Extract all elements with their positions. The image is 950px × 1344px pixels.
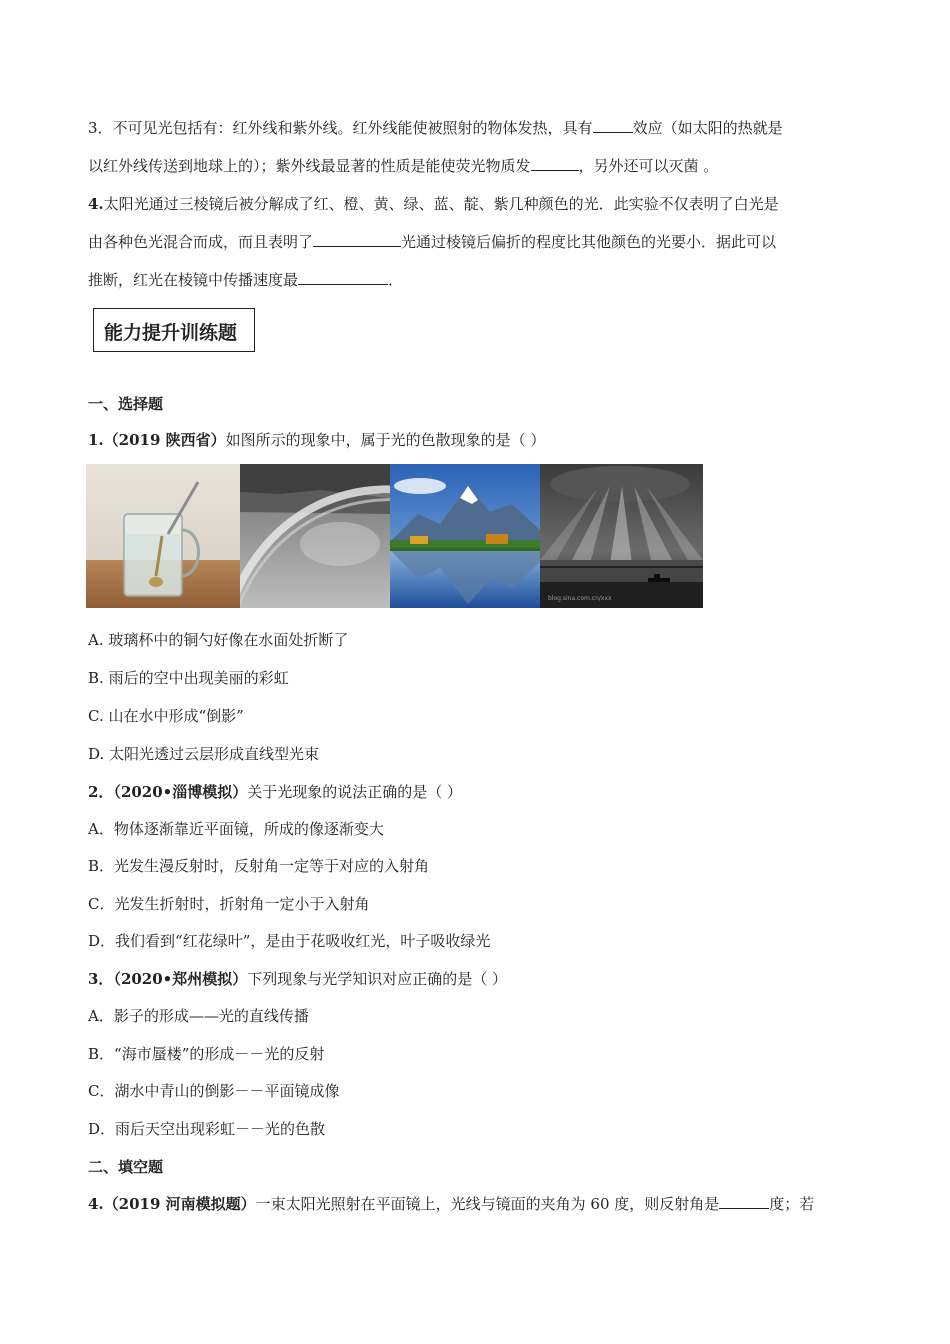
intro-q3-text: 效应（如太阳的热就是 <box>632 119 783 137</box>
question-stem: 如图所示的现象中，属于光的色散现象的是（ ） <box>225 431 546 449</box>
question-number: 4. <box>88 195 104 213</box>
intro-q3-text: 以红外线传送到地球上的）；紫外线最显著的性质是能使荧光物质发 <box>88 157 531 175</box>
option-letter: D. <box>88 745 105 763</box>
intro-q4-text: 推断，红光在棱镜中传播速度最 <box>88 271 299 289</box>
q2-stem-line <box>88 782 462 802</box>
q3-option-a[interactable]: A．影子的形成——光的直线传播 <box>88 1007 309 1025</box>
q2-option-b[interactable]: B．光发生漫反射时，反射角一定等于对应的入射角 <box>88 857 430 875</box>
intro-q3-text: ，另外还可以灭菌 。 <box>578 157 719 175</box>
question-stem: 度；若 <box>769 1195 815 1213</box>
photo-waterfall-rainbow <box>240 464 390 608</box>
option-text: 玻璃杯中的铜勺好像在水面处折断了 <box>108 631 349 649</box>
question-stem: 下列现象与光学知识对应正确的是（ ） <box>247 970 508 988</box>
question-source: （2020•淄博模拟） <box>113 783 248 801</box>
q4-stem-line <box>88 1194 814 1214</box>
intro-q4-line1 <box>88 194 779 214</box>
photo-sunbeams-clouds <box>540 464 703 608</box>
option-letter: B. <box>88 669 104 687</box>
question-stem: 关于光现象的说法正确的是（ ） <box>247 783 463 801</box>
q2-option-a[interactable]: A．物体逐渐靠近平面镜，所成的像逐渐变大 <box>88 820 384 838</box>
option-text: 太阳光透过云层形成直线型光束 <box>109 745 320 763</box>
answer-blank[interactable] <box>531 156 579 171</box>
photo-mountain-reflection <box>390 464 540 608</box>
answer-blank[interactable] <box>313 232 401 247</box>
intro-q3-line1 <box>88 118 783 138</box>
intro-q4-line3 <box>88 270 403 290</box>
answer-blank[interactable] <box>719 1194 769 1209</box>
q1-option-a[interactable] <box>88 630 348 650</box>
option-letter: A. <box>88 631 104 649</box>
q2-option-c[interactable]: C．光发生折射时，折射角一定小于入射角 <box>88 895 370 913</box>
question-number: 3． <box>88 970 114 988</box>
question-number: 1. <box>88 431 104 449</box>
photo-watermark: blog.sina.com.cn/xxx <box>548 595 612 602</box>
section-title: 能力提升训练题 <box>104 322 238 344</box>
intro-q4-line2 <box>88 232 776 252</box>
q1-stem-line <box>88 430 545 450</box>
answer-blank[interactable] <box>593 118 633 133</box>
q3-option-c[interactable]: C．湖水中青山的倒影－－平面镜成像 <box>88 1082 340 1100</box>
option-letter: C. <box>88 707 104 725</box>
answer-blank[interactable] <box>298 270 388 285</box>
intro-q3-line2 <box>88 156 718 176</box>
q3-option-b[interactable]: B．“海市蜃楼”的形成－－光的反射 <box>88 1045 325 1063</box>
part1-heading: 一、选择题 <box>88 395 164 413</box>
q3-stem-line <box>88 969 507 989</box>
question-number: 2． <box>88 783 114 801</box>
q1-option-c[interactable] <box>88 706 244 726</box>
intro-q4-text: ． <box>388 271 404 289</box>
question-source: （2019 河南模拟题） <box>103 1195 256 1213</box>
option-text: 雨后的空中出现美丽的彩虹 <box>108 669 289 687</box>
part2-heading: 二、填空题 <box>88 1158 164 1176</box>
question-source: （2020•郑州模拟） <box>113 970 248 988</box>
section-title-box <box>93 308 255 352</box>
question-number: 4. <box>88 1195 104 1213</box>
intro-q4-text: 太阳光通过三棱镜后被分解成了红、橙、黄、绿、蓝、靛、紫几种颜色的光．此实验不仅表明了白光是 <box>103 195 779 213</box>
photo-spoon-in-glass <box>86 464 240 608</box>
q2-option-d[interactable]: D．我们看到“红花绿叶”，是由于花吸收红光，叶子吸收绿光 <box>88 932 491 950</box>
q1-option-b[interactable] <box>88 668 289 688</box>
question-source: （2019 陕西省） <box>103 431 226 449</box>
question-stem: 一束太阳光照射在平面镜上，光线与镜面的夹角为 60 度，则反射角是 <box>255 1195 720 1213</box>
intro-q3-text: 3．不可见光包括有：红外线和紫外线。红外线能使被照射的物体发热，具有 <box>88 119 593 137</box>
option-text: 山在水中形成“倒影” <box>108 707 244 725</box>
intro-q4-text: 由各种色光混合而成，而且表明了 <box>88 233 314 251</box>
q1-option-d[interactable] <box>88 744 319 764</box>
intro-q4-text: 光通过棱镜后偏折的程度比其他颜色的光要小．据此可以 <box>401 233 777 251</box>
q3-option-d[interactable]: D．雨后天空出现彩虹－－光的色散 <box>88 1120 326 1138</box>
